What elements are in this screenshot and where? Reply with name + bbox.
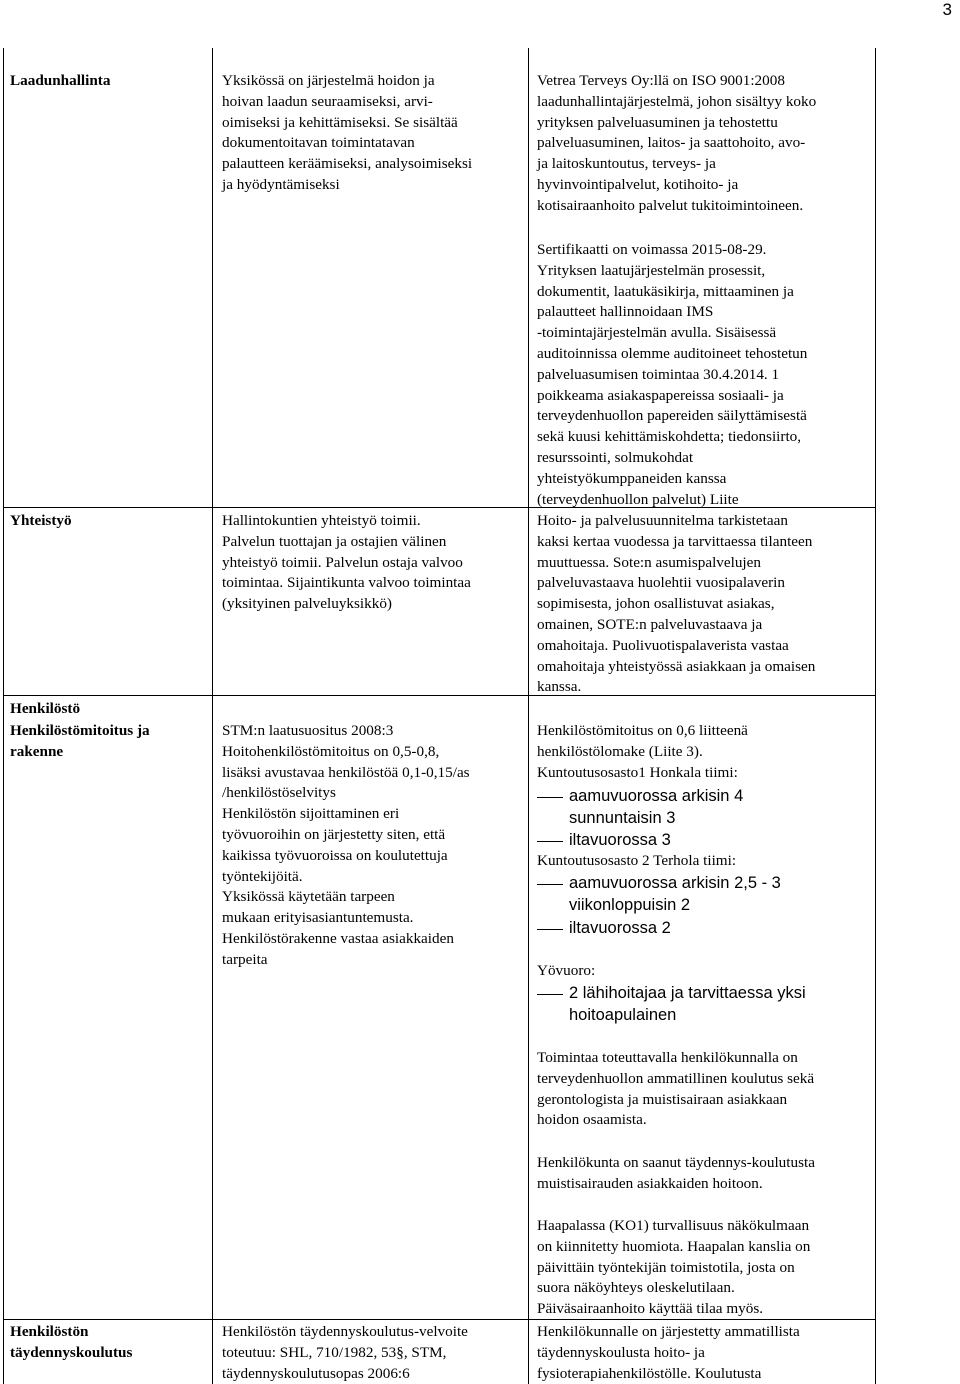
criteria-taydennyskoulutus: Henkilöstön täydennyskoulutus-velvoite toteutuu: SHL, 710/1982, 53§, STM, täydennyskoulutusopas 2006:6 <box>222 1323 468 1382</box>
list-dash <box>537 929 563 930</box>
team2-title: Kuntoutusosasto 2 Terhola tiimi: <box>537 852 737 869</box>
response-yhteistyo: Hoito- ja palvelusuunnitelma tarkistetaan kaksi kertaa vuodessa ja tarvittaessa tilanteen muuttuessa. Sote:n asumispalvelujen palveluvastaava huolehtii vuosipalaverin sopimisesta, johon osallistuvat asiakas, omainen, SOTE:n palveluvastaava ja omahoitaja. Puolivuotispalaverista vastaa omahoitaja yhteistyössä asiakkaan ja omaisen kanssa. <box>537 512 816 696</box>
row-heading-taydennyskoulutus: Henkilöstön täydennyskoulutus <box>10 1323 133 1361</box>
table-border-left <box>3 48 4 1384</box>
row-heading-yhteistyo: Yhteistyö <box>10 512 72 529</box>
row-heading-laadunhallinta: Laadunhallinta <box>10 72 111 89</box>
response-henkilosto-koulutus: Toimintaa toteuttavalla henkilökunnalla on terveydenhuollon ammatillinen koulutus sekä gerontologista ja muistisairaan asiakkaan hoidon osaamista. <box>537 1049 815 1129</box>
response-taydennyskoulutus: Henkilökunnalle on järjestetty ammatillista täydennyskoulusta hoito- ja fysioterapiahenkilöstölle. Koulutusta <box>537 1323 800 1382</box>
response-henkilosto-intro: Henkilöstömitoitus on 0,6 liitteenä henkilöstölomake (Liite 3). Kuntoutusosasto1 Honkala tiimi: <box>537 722 748 781</box>
table-border-right <box>875 48 876 1384</box>
page-number: 3 <box>942 0 952 19</box>
response-laadunhallinta-iso: Vetrea Terveys Oy:llä on ISO 9001:2008 laadunhallintajärjestelmä, johon sisältyy koko yrityksen palveluasuminen ja tehostettu palveluasuminen, laitos- ja saattohoito, avo- ja laitoskuntoutus, terveys- ja hyvinvointipalvelut, kotihoito- ja kotisairaanhoito palvelut tukitoimintoineen. <box>537 72 817 214</box>
row-heading-henkilosto: Henkilöstö <box>10 700 81 717</box>
criteria-laadunhallinta: Yksikössä on järjestelmä hoidon ja hoivan laadun seuraamiseksi, arvi- oimiseksi ja kehittämiseksi. Se sisältää dokumentoitavan toimintatavan palautteen keräämiseksi, analysoimiseksi ja hyödyntämiseksi <box>222 72 473 193</box>
table-border-col2 <box>212 48 213 1384</box>
criteria-henkilosto: STM:n laatusuositus 2008:3 Hoitohenkilöstömitoitus on 0,5-0,8, lisäksi avustavaa henkilöstöä 0,1-0,15/as /henkilöstöselvitys Henkilöstön sijoittaminen eri työvuoroihin on järjestetty siten, että kaikissa työvuoroissa on koulutettuja työntekijöitä. Yksikössä käytetään tarpeen mukaan erityisasiantuntemusta. Henkilöstörakenne vastaa asiakkaiden tarpeita <box>222 722 470 968</box>
night-shift-title: Yövuoro: <box>537 962 596 979</box>
table-border-col3 <box>528 48 529 1384</box>
response-laadunhallinta-sertifikaatti: Sertifikaatti on voimassa 2015-08-29. Yrityksen laatujärjestelmän prosessit, dokumentit, laatukäsikirja, mittaaminen ja palautteet hallinnoidaan IMS -toimintajärjestelmän avulla. Sisäisessä auditoinnissa olemme auditoineet tehostetun palveluasumisen toimintaa 30.4.2014. 1 poikkeama asiakaspapereissa sosiaali- ja terveydenhuollon papereiden säilyttämisestä sekä kuusi kehittämiskohdetta; tiedonsiirto, resurssointi, solmukohdat yhteistyökumppaneiden kanssa (terveydenhuollon palvelut) Liite <box>537 241 808 508</box>
list-item: iltavuorossa 3 <box>569 831 671 849</box>
list-dash <box>537 797 563 798</box>
response-henkilosto-taydennys: Henkilökunta on saanut täydennys-koulutusta muistisairauden asiakkaiden hoitoon. <box>537 1154 815 1192</box>
list-item: 2 lähihoitajaa ja tarvittaessa yksi hoitoapulainen <box>569 984 806 1024</box>
list-item: iltavuorossa 2 <box>569 919 671 937</box>
criteria-yhteistyo: Hallintokuntien yhteistyö toimii. Palvelun tuottajan ja ostajien välinen yhteistyö toimii. Palvelun ostaja valvoo toimintaa. Sijaintikunta valvoo toimintaa (yksityinen palveluyksikkö) <box>222 512 471 613</box>
response-henkilosto-turvallisuus: Haapalassa (KO1) turvallisuus näkökulmaan on kiinnitetty huomiota. Haapalan kanslia on päivittäin työntekijän toimistotila, josta on suora näköyhteys oleskelutilaan. Päiväsairaanhoito käyttää tilaa myös. <box>537 1217 811 1318</box>
list-dash <box>537 841 563 842</box>
list-dash <box>537 994 563 995</box>
list-item: aamuvuorossa arkisin 4 sunnuntaisin 3 <box>569 787 744 827</box>
list-dash <box>537 884 563 885</box>
row-heading-henkilostomitoitus: Henkilöstömitoitus ja rakenne <box>10 722 150 760</box>
list-item: aamuvuorossa arkisin 2,5 - 3 viikonloppuisin 2 <box>569 874 781 914</box>
